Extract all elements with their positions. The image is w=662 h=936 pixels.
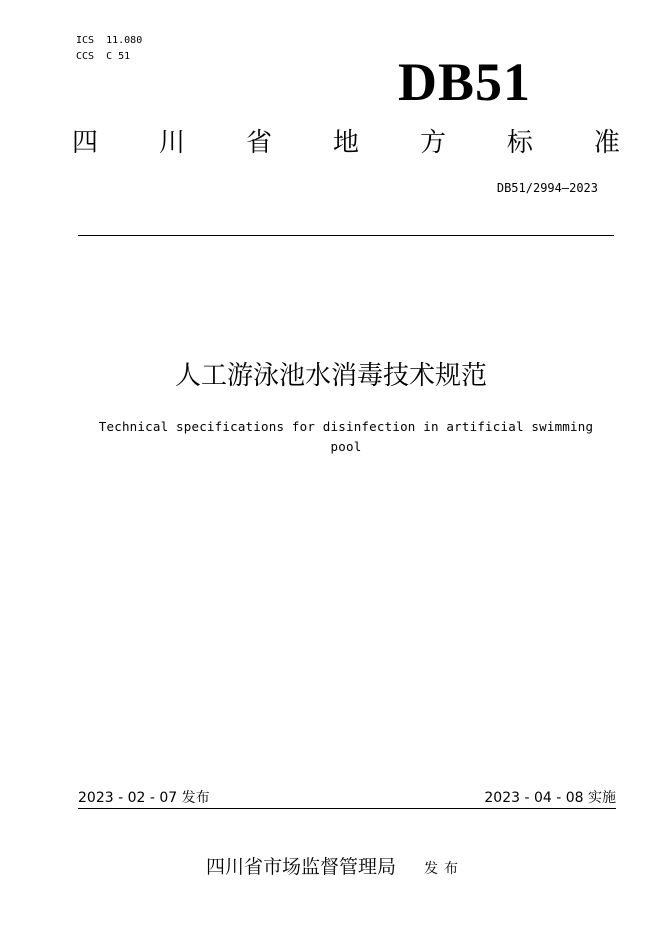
document-title-chinese: 人工游泳池水消毒技术规范 <box>174 361 487 391</box>
heading-char: 方 <box>419 128 446 158</box>
heading-char: 标 <box>506 128 533 158</box>
heading-char: 省 <box>245 128 272 158</box>
classification-codes <box>76 33 142 65</box>
issue-date: 2023 - 02 - 07 发布 <box>78 790 210 806</box>
document-title-english: Technical specifications for disinfection in artificial swimming pool <box>98 419 594 454</box>
provincial-standard-heading <box>72 126 620 160</box>
issued-label: 发布 <box>424 861 465 877</box>
heading-char: 四 <box>72 128 99 158</box>
standard-number: DB51/2994—2023 <box>496 181 598 195</box>
heading-char: 准 <box>593 128 620 158</box>
ccs-code: CCS C 51 <box>76 51 131 62</box>
heading-char: 地 <box>332 128 359 158</box>
heading-char: 川 <box>158 128 185 158</box>
issuing-authority <box>206 854 464 882</box>
ics-code: ICS 11.080 <box>76 35 143 46</box>
implementation-date: 2023 - 04 - 08 实施 <box>484 790 616 806</box>
top-divider <box>78 235 614 236</box>
bottom-divider <box>78 808 616 809</box>
issuer-name: 四川省市场监督管理局 <box>206 856 397 878</box>
db-logo: DB51 <box>398 52 532 112</box>
